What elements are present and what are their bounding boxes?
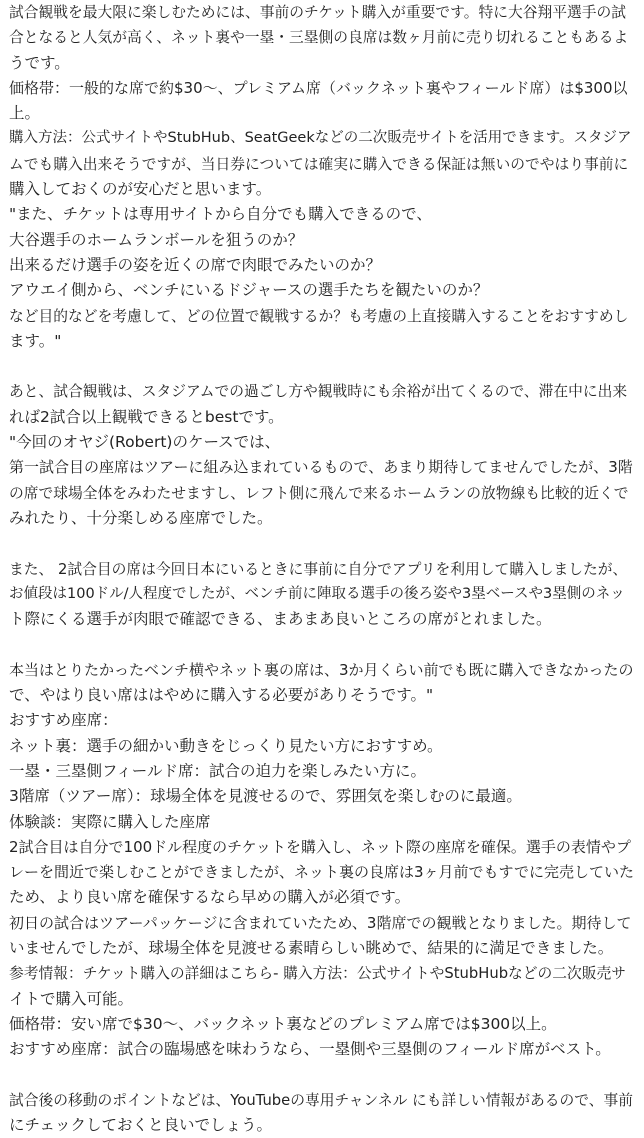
text-line: 上。 [9, 104, 41, 123]
text-line: 第一試合目の座席はツアーに組み込まれているもので、あまり期待してませんでしたが、3階 [9, 458, 633, 477]
text-line: 大谷選手のホームランボールを狙うのか？ [9, 230, 304, 249]
text-line: 出来るだけ選手の姿を近くの席で肉眼でみたいのか？ [9, 255, 382, 274]
text-line: で、やはり良い席ははやめに購入する必要がありそうです。" [9, 686, 434, 705]
text-line: ムでも購入出来そうですが、当日券については確実に購入できる保証は無いのでやはり事前に [9, 155, 629, 173]
text-line: など目的などを考慮して、どの位置で観戦するか？も考慮の上直接購入することをおすすめし [9, 307, 629, 325]
text-line: お値段は100ドル/人程度でしたが、ベンチ前に陣取る選手の後ろ姿や3塁ベースや3塁側のネッ [9, 585, 625, 602]
text-line: 合となると人気が高く、ネット裏や一塁・三塁側の良席は数ヶ月前に売り切れることもあるよ [9, 29, 629, 47]
text-line: 初日の試合はツアーパッケージに含まれていたため、3階席での観戦となりました。期待して [9, 913, 632, 932]
text-line: おすすめ座席： [9, 711, 118, 730]
text-line: にチェックしておくと良いでしょう。 [9, 1116, 273, 1135]
text-line: あと、試合観戦は、スタジアムでの過ごし方や観戦時にも余裕が出てくるので、滞在中に出来 [9, 383, 628, 401]
text-line: イトで購入可能。 [9, 989, 134, 1008]
text-line: 価格帯：安い席で$30〜、バックネット裏などのプレミアム席では$300以上。 [9, 1014, 557, 1033]
text-line: いませんでしたが、球場全体を見渡せる素晴らしい眺めで、結果的に満足できました。 [9, 938, 614, 957]
text-line: の席で球場全体をみわたせますし、レフト側に飛んで来るホームランの放物線も比較的近くで [9, 484, 629, 502]
text-line: 購入方法：公式サイトやStubHub、SeatGeekなどの二次販売サイトを活用できます。スタジア [9, 130, 632, 147]
text-line: ト際にくる選手が肉眼で確認できる、まあまあ良いところの席がとれました。 [9, 610, 552, 629]
text-line: "また、チケットは専用サイトから自分でも購入できるので、 [9, 205, 432, 224]
text-line: アウエイ側から、ベンチにいるドジャースの選手たちを観たいのか？ [9, 281, 489, 300]
text-line: ます。" [9, 331, 62, 350]
paragraph-gap [9, 354, 634, 379]
text-line: 参考情報：チケット購入の詳細はこちら- 購入方法：公式サイトやStubHubなどの二次販売サ [9, 965, 627, 983]
text-line: 3階席（ツアー席）：球場全体を見渡せるので、雰囲気を楽しむのに最適。 [9, 787, 522, 806]
paragraph-gap [9, 1062, 634, 1087]
text-line: うです。 [9, 53, 70, 72]
text-line: 一塁・三塁側フィールド席：試合の迫力を楽しみたい方に。 [9, 761, 426, 780]
text-line: ため、より良い席を確保するなら早めの購入が必須です。 [9, 888, 411, 907]
text-line: みれたり、十分楽しめる座席でした。 [9, 508, 273, 527]
text-line: レーを間近で楽しむことができましたが、ネット裏の良席は3ヶ月前でもすでに完売していた [9, 863, 634, 882]
text-line: 試合後の移動のポイントなどは、YouTubeの専用チャンネル にも詳しい情報があるので、事前 [9, 1091, 633, 1109]
paragraph-gap [9, 632, 634, 657]
text-line: "今回のオヤジ(Robert)のケースでは、 [9, 433, 281, 452]
text-line: 本当はとりたかったベンチ横やネット裏の席は、3か月くらい前でも既に購入できなかったの [9, 660, 634, 679]
text-line: ネット裏：選手の細かい動きをじっくり見たい方におすすめ。 [9, 736, 443, 755]
text-line: れば2試合以上観戦できるとbestです。 [9, 407, 284, 426]
text-line: また、 2試合目の席は今回日本にいるときに事前に自分でアプリを利用して購入しましたが、 [9, 560, 628, 578]
text-line: 2試合目は自分で100ドル程度のチケットを購入し、ネット際の座席を確保。選手の表情やプ [9, 837, 631, 856]
text-line: おすすめ座席：試合の臨場感を味わうなら、一塁側や三塁側のフィールド席がベスト。 [9, 1040, 611, 1059]
paragraph-gap [9, 531, 634, 556]
text-line: 購入しておくのが安心だと思います。 [9, 180, 272, 199]
text-line: 試合観戦を最大限に楽しむためには、事前のチケット購入が重要です。特に大谷翔平選手の試 [9, 4, 626, 21]
text-line: 体験談：実際に購入した座席 [9, 812, 211, 831]
text-line: 価格帯：一般的な席で約$30〜、プレミアム席（バックネット裏やフィールド席）は$300以 [9, 78, 628, 97]
